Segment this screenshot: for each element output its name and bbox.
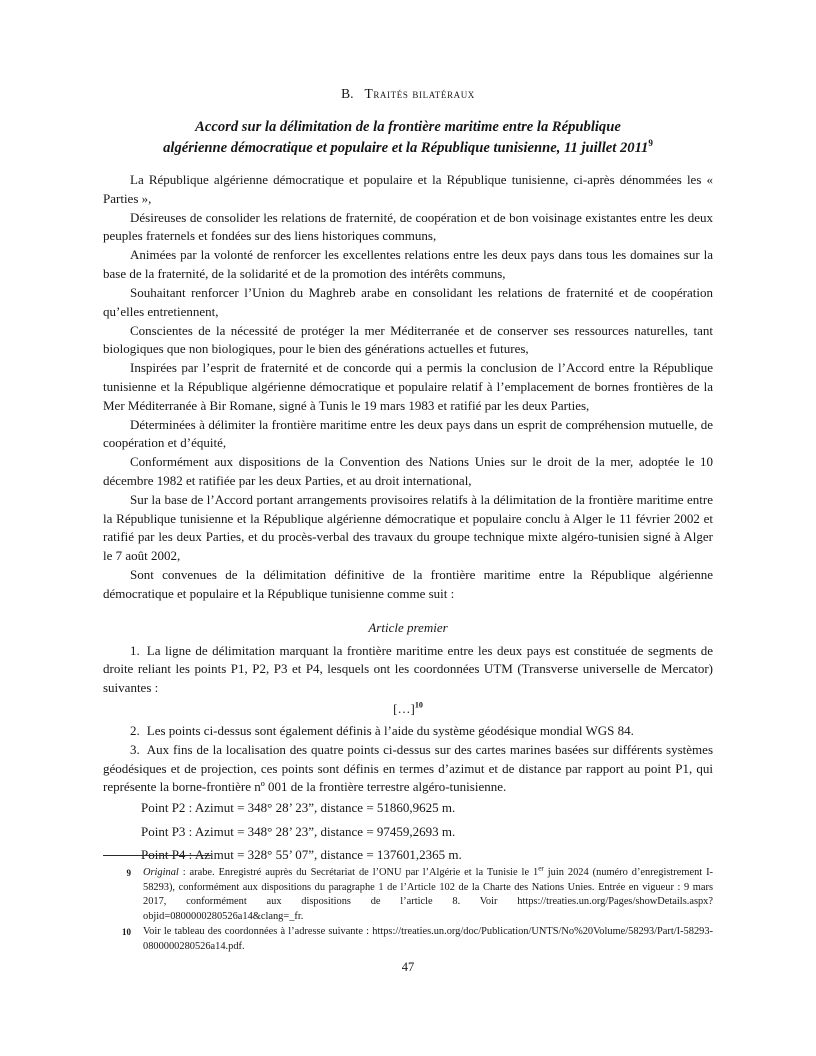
footnote-ref-10: 10 [414,700,423,710]
footnote-9-original-label: Original [143,867,179,878]
treaty-title-line2-text: algérienne démocratique et populaire et la République tunisienne, 11 juillet 2011 [163,140,649,156]
preamble-paragraph-3: Animées par la volonté de renforcer les excellentes relations entre les deux pays dans tous les domaines sur la base de la fraternité, de la solidarité et de la promotion des intérêts communs, [103,247,713,281]
footnote-10-text: Voir le tableau des coordonnées à l’adresse suivante : https://treaties.un.org/doc/Publication/UNTS/No%20Volume/58293/Part/I-58293-0800000280526a14.pdf. [143,926,713,952]
footnote-10 [103,925,713,954]
article-paragraph-3-text: Aux fins de la localisation des quatre points ci-dessus sur des cartes marines basées sur différents systèmes géodésiques et de projection, ces points sont définis en termes d’azimut et de distance par rapport au point P1, qui représente la borne-frontière nº 001 de la frontière terrestre algéro-tunisienne. [103,742,713,795]
point-p3-line: Point P3 : Azimut = 348° 28’ 23”, distance = 97459,2693 m. [141,823,456,839]
article-paragraph-1 [103,642,713,698]
article-paragraph-2-text: Les points ci-dessus sont également définis à l’aide du système géodésique mondial WGS 84. [146,723,634,739]
preamble-paragraph-5: Conscientes de la nécessité de protéger la mer Méditerranée et de conserver ses ressources naturelles, tant biologiques que non biologiques, pour le bien des générations actuelles et futures, [103,322,713,357]
treaty-title-line2 [103,138,713,159]
page-number: 47 [401,960,415,974]
footnote-10-number: 10 [122,927,131,937]
preamble-paragraph-2: Désireuses de consolider les relations de fraternité, de coopération et de bon voisinage existantes entre les deux peuples fraternels et fondées sur des liens historiques communs, [103,209,713,244]
article-heading: Article premier [368,620,448,636]
preamble-paragraph-6: Inspirées par l’esprit de fraternité et de concorde qui a permis la conclusion de l’Accord entre la République tunisienne et la République algérienne démocratique et populaire relatif à l’emplacement de bornes frontières de la Mer Méditerranée à Bir Romane, signé à Tunis le 19 mars 1983 et ratifié par les deux Parties, [103,360,713,413]
preamble-paragraph-7: Déterminées à délimiter la frontière maritime entre les deux pays dans un esprit de compréhension mutuelle, de coopération et d’équité, [103,416,713,451]
footnote-ref-9: 9 [648,138,653,149]
section-heading [103,86,713,101]
omission-brackets: […] [393,700,415,716]
section-title: Traités bilatéraux [364,86,475,101]
section-label: B. [341,86,354,101]
footnote-9-ordinal-sup: er [538,864,544,873]
treaty-title [103,117,713,159]
article-paragraph-1-text: La ligne de délimitation marquant la frontière maritime entre les deux pays est constituée de segments de droite reliant les points P1, P2, P3 et P4, lesquels ont les coordonnées UTM (Transverse universelle de Mercator) suivantes : [103,642,713,695]
footnote-9-text-a: : arabe. Enregistré auprès du Secrétariat de l’ONU par l’Algérie et la Tunisie le 1 [178,867,539,878]
article-paragraph-2-number: 2. [130,723,140,739]
article-paragraph-2 [103,722,713,741]
footnote-separator-rule [103,855,211,856]
footnote-9 [103,866,713,924]
article-paragraph-1-number: 1. [130,642,140,658]
preamble-paragraph-4: Souhaitant renforcer l’Union du Maghreb arabe en consolidant les relations de fraternité et de coopération qu’elles entretiennent, [103,285,713,319]
omitted-table-marker [103,700,713,719]
page-content [103,86,713,870]
preamble-paragraph-8: Conformément aux dispositions de la Convention des Nations Unies sur le droit de la mer, adoptée le 10 décembre 1982 et ratifiée par les deux Parties, et au droit international, [103,454,713,488]
article-paragraph-3 [103,741,713,797]
treaty-title-line1: Accord sur la délimitation de la frontière maritime entre la République [195,119,621,135]
preamble-paragraph-1: La République algérienne démocratique et populaire et la République tunisienne, ci-après dénommées les « Parties », [103,172,713,206]
footnote-9-text [143,866,713,924]
point-p4-line: Point P4 : Azimut = 328° 55’ 07”, distance = 137601,2365 m. [141,847,462,863]
footnote-9-text-b: juin 2024 (numéro d’enregistrement I-58293), conformément aux dispositions du paragraphe 1 de l’Article 102 de la Charte des Nations Unies. Entrée en vigueur : 9 mars 2017, conformément aux dispositions de l’article 8. Voir https://treaties.un.org/Pages/showDetails.aspx?objid=0800000280526a14&clang=_fr. [143,867,714,922]
preamble-paragraph-10: Sont convenues de la délimitation définitive de la frontière maritime entre la République algérienne démocratique et populaire et la République tunisienne comme suit : [103,566,713,601]
footnotes-section [103,855,713,955]
preamble-paragraph-9: Sur la base de l’Accord portant arrangements provisoires relatifs à la délimitation de la frontière maritime entre la République tunisienne et la République algérienne démocratique et populaire conclu à Alger le 11 février 2002 et ratifié par les deux Parties, et du procès-verbal des travaux du groupe technique mixte algéro-tunisien signé à Alger le 7 août 2002, [103,492,713,563]
article-paragraph-3-number: 3. [130,742,140,758]
point-p2-line: Point P2 : Azimut = 348° 28’ 23”, distance = 51860,9625 m. [141,800,456,815]
footnote-9-number: 9 [126,868,131,878]
